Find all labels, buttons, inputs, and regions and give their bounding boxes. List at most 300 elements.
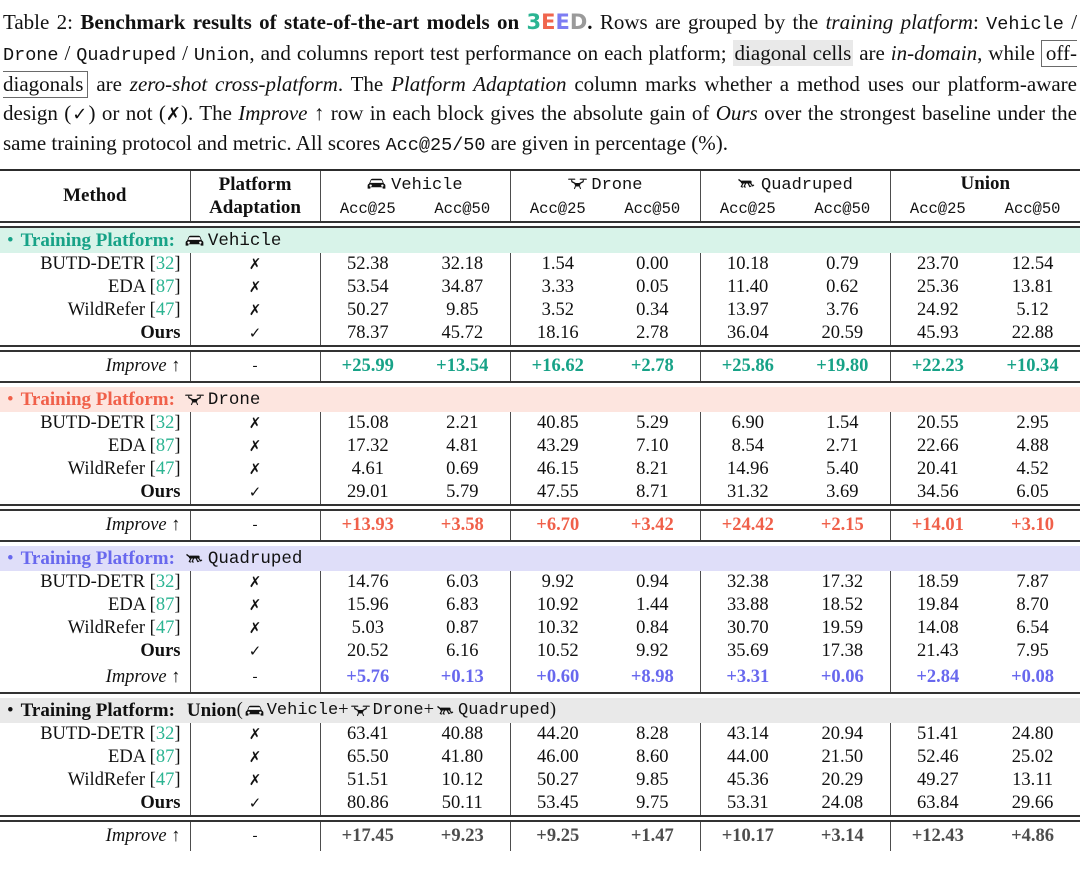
score-cell: 3.33 [541, 277, 574, 297]
score-cell: 33.88 [726, 595, 769, 615]
score-cell: 17.32 [346, 436, 389, 456]
method-cell [0, 435, 190, 458]
improve-value-cell: +3.10 [1011, 515, 1055, 535]
cite-bracket: [ [145, 618, 156, 638]
score-cell: 20.94 [795, 723, 890, 746]
improve-value-cell: +0.06 [795, 663, 890, 693]
score-cell: 34.87 [415, 276, 510, 299]
cite-bracket: ] [174, 747, 181, 767]
table-caption: Table 2: Benchmark results of state-of-the-art models on 3EED. Rows are grouped by the training platform: Vehicle / Drone / Quadruped / Union, and columns report test performance on each platform; diagonal cells are in-domain, while off-diagonals are zero-shot cross-platform. The Platform Adaptation column marks whether a method uses our platform-aware design (✓) or not (✗). The Improve ↑ row in each block gives the absolute gain of Ours over the strongest baseline under the same training protocol and metric. All scores Acc@25/50 are given in percentage (%). [3, 10, 1078, 156]
method-name: EDA [108, 436, 146, 456]
improve-label-cell: Improve ↑ [0, 351, 190, 382]
band-suffix-text: ) [549, 700, 557, 720]
improve-value-cell: +22.23 [911, 356, 964, 376]
method-name: EDA [108, 595, 146, 615]
data-row-vehicle-ours [0, 322, 1080, 346]
band-suffix-text: + [423, 700, 435, 720]
score-cell: 30.70 [726, 618, 769, 638]
cite-bracket: ] [174, 413, 181, 433]
training-platform-band-drone [0, 387, 1080, 412]
table-header [0, 170, 1080, 227]
cite-bracket: [ [145, 277, 156, 297]
method-cell [0, 322, 190, 346]
improve-value-cell: +3.14 [795, 821, 890, 851]
method-name: WildRefer [67, 300, 146, 320]
improve-value-cell: +16.62 [531, 356, 584, 376]
score-cell: 32.18 [415, 253, 510, 276]
improve-dash-cell: - [190, 821, 320, 851]
improve-value-cell: +5.76 [346, 667, 390, 687]
adaptation-column-header [190, 170, 320, 222]
score-cell: 45.72 [415, 322, 510, 346]
cite-bracket: ] [174, 724, 181, 744]
score-cell: 1.54 [795, 412, 890, 435]
band-content-vehicle [0, 230, 1080, 252]
cite-bracket: ] [174, 618, 181, 638]
improve-value-cell: +24.42 [721, 515, 774, 535]
citation-number: 32 [155, 572, 175, 592]
score-cell: 5.12 [1016, 300, 1049, 320]
citation-number: 87 [155, 747, 175, 767]
score-cell: 50.27 [346, 300, 389, 320]
acc25-header-quadruped: Acc@25 [719, 200, 776, 218]
quadruped-icon [185, 552, 204, 566]
score-cell: 6.83 [415, 594, 510, 617]
score-cell: 17.38 [795, 640, 890, 663]
score-cell: 9.85 [415, 299, 510, 322]
improve-value-cell: +2.15 [795, 510, 890, 541]
score-cell: 24.92 [916, 300, 959, 320]
score-cell: 50.27 [536, 770, 579, 790]
method-name: EDA [108, 277, 146, 297]
method-name: BUTD-DETR [40, 572, 146, 592]
band-bullet: • [7, 229, 14, 251]
score-cell: 20.29 [795, 769, 890, 792]
adaptation-cross: ✗ [190, 299, 320, 322]
score-cell: 13.81 [1011, 277, 1054, 297]
method-cell [0, 299, 190, 322]
data-row-quadruped-wildrefer [0, 617, 1080, 640]
score-cell: 35.69 [726, 641, 769, 661]
score-cell: 20.41 [916, 459, 959, 479]
score-cell: 2.21 [415, 412, 510, 435]
citation-number: 32 [155, 724, 175, 744]
improve-dash-cell: - [190, 351, 320, 382]
score-cell: 8.28 [605, 723, 700, 746]
score-cell: 44.00 [726, 747, 769, 767]
score-cell: 25.36 [916, 277, 959, 297]
band-suffix-text: Quadruped [458, 701, 550, 720]
method-name: Ours [140, 641, 181, 661]
improve-value-cell: +25.86 [721, 356, 774, 376]
band-content-union [0, 700, 1080, 722]
score-cell: 7.10 [605, 435, 700, 458]
method-cell [0, 769, 190, 792]
quadruped-icon [737, 177, 756, 191]
data-row-union-wildrefer [0, 769, 1080, 792]
score-cell: 22.66 [916, 436, 959, 456]
citation-number: 47 [155, 770, 175, 790]
band-suffix-text: + [338, 700, 349, 720]
acc50-header-vehicle: Acc@50 [415, 197, 510, 222]
cite-bracket: [ [145, 300, 156, 320]
cite-bracket: [ [145, 459, 156, 479]
cite-bracket: ] [174, 277, 181, 297]
adaptation-cross: ✗ [190, 276, 320, 299]
band-bullet: • [7, 699, 14, 721]
adaptation-check: ✓ [190, 481, 320, 505]
car-icon [367, 177, 386, 191]
score-cell: 63.41 [346, 724, 389, 744]
citation-number: 87 [155, 277, 175, 297]
method-name: WildRefer [67, 459, 146, 479]
citation-number: 87 [155, 595, 175, 615]
method-cell [0, 594, 190, 617]
score-cell: 15.08 [346, 413, 389, 433]
improve-label-cell: Improve ↑ [0, 510, 190, 541]
method-column-header: Method [0, 170, 190, 222]
improve-value-cell: +19.80 [795, 351, 890, 382]
data-row-quadruped-butd-detr [0, 571, 1080, 594]
score-cell: 24.08 [795, 792, 890, 816]
group-name-union: Union [960, 173, 1011, 194]
score-cell: 5.03 [351, 618, 384, 638]
band-bullet: • [7, 388, 14, 410]
score-cell: 51.41 [916, 724, 959, 744]
method-name: Ours [140, 323, 181, 343]
score-cell: 52.38 [346, 254, 389, 274]
cite-bracket: ] [174, 595, 181, 615]
adaptation-line1: Platform [218, 174, 292, 195]
benchmark-table [0, 169, 1080, 851]
data-row-vehicle-eda [0, 276, 1080, 299]
score-cell: 0.87 [415, 617, 510, 640]
improve-value-cell: +13.54 [415, 351, 510, 382]
score-cell: 34.56 [916, 482, 959, 502]
improve-value-cell: +25.99 [341, 356, 394, 376]
score-cell: 53.31 [726, 793, 769, 813]
drone-icon [351, 704, 370, 718]
data-row-quadruped-ours [0, 640, 1080, 663]
band-platform-name: Quadruped [207, 548, 303, 569]
improve-value-cell: +9.23 [415, 821, 510, 851]
method-name: WildRefer [67, 618, 146, 638]
score-cell: 4.52 [1016, 459, 1049, 479]
adaptation-cross: ✗ [190, 723, 320, 746]
score-cell: 8.60 [605, 746, 700, 769]
data-row-vehicle-wildrefer [0, 299, 1080, 322]
adaptation-cross: ✗ [190, 571, 320, 594]
group-header-drone [510, 170, 700, 197]
score-cell: 40.85 [536, 413, 579, 433]
score-cell: 80.86 [346, 793, 389, 813]
band-cell-vehicle [0, 227, 1080, 253]
band-label: Training Platform: [20, 388, 175, 410]
acc50-header-drone: Acc@50 [605, 197, 700, 222]
improve-value-cell: +10.34 [1006, 356, 1059, 376]
score-cell: 1.54 [541, 254, 574, 274]
band-suffix-text: Drone [372, 701, 424, 720]
score-cell: 8.21 [605, 458, 700, 481]
training-platform-band-vehicle [0, 227, 1080, 253]
improve-value-cell: +3.42 [605, 510, 700, 541]
cite-bracket: ] [174, 770, 181, 790]
improve-value-cell: +9.25 [536, 826, 580, 846]
method-cell [0, 276, 190, 299]
score-cell: 29.66 [1011, 793, 1054, 813]
method-cell [0, 253, 190, 276]
score-cell: 6.54 [1016, 618, 1049, 638]
improve-value-cell: +8.98 [605, 663, 700, 693]
citation-number: 47 [155, 618, 175, 638]
citation-number: 32 [155, 254, 175, 274]
band-content-drone [0, 389, 1080, 411]
score-cell: 11.40 [727, 277, 769, 297]
method-name: BUTD-DETR [40, 413, 146, 433]
data-row-union-ours [0, 792, 1080, 816]
citation-number: 47 [155, 459, 175, 479]
citation-number: 32 [155, 413, 175, 433]
acc25-header-drone: Acc@25 [529, 200, 586, 218]
score-cell: 63.84 [916, 793, 959, 813]
data-row-drone-ours [0, 481, 1080, 505]
score-cell: 10.12 [415, 769, 510, 792]
band-suffix-text: Vehicle [266, 701, 339, 720]
score-cell: 5.29 [605, 412, 700, 435]
score-cell: 53.45 [536, 793, 579, 813]
improve-value-cell: +0.60 [536, 667, 580, 687]
acc50-header-union: Acc@50 [1004, 200, 1061, 218]
method-name: Ours [140, 482, 181, 502]
data-row-drone-wildrefer [0, 458, 1080, 481]
method-cell [0, 571, 190, 594]
score-cell: 0.79 [795, 253, 890, 276]
score-cell: 3.69 [795, 481, 890, 505]
score-cell: 5.40 [795, 458, 890, 481]
score-cell: 3.76 [795, 299, 890, 322]
adaptation-line2: Adaptation [209, 197, 301, 218]
improve-value-cell: +12.43 [911, 826, 964, 846]
adaptation-cross: ✗ [190, 769, 320, 792]
adaptation-cross: ✗ [190, 594, 320, 617]
score-cell: 41.80 [415, 746, 510, 769]
acc25-header-union: Acc@25 [909, 200, 966, 218]
score-cell: 19.84 [916, 595, 959, 615]
score-cell: 0.94 [605, 571, 700, 594]
data-row-vehicle-butd-detr [0, 253, 1080, 276]
score-cell: 4.88 [1016, 436, 1049, 456]
acc50-header-quadruped: Acc@50 [795, 197, 890, 222]
improve-value-cell: +4.86 [1011, 826, 1055, 846]
improve-row-drone [0, 510, 1080, 541]
improve-row-vehicle [0, 351, 1080, 382]
group-name-vehicle: Vehicle [391, 176, 463, 195]
score-cell: 10.92 [536, 595, 579, 615]
score-cell: 6.03 [415, 571, 510, 594]
score-cell: 45.93 [916, 323, 959, 343]
score-cell: 78.37 [346, 323, 389, 343]
score-cell: 6.16 [415, 640, 510, 663]
group-header-quadruped [700, 170, 890, 197]
method-name: WildRefer [67, 770, 146, 790]
score-cell: 8.70 [1016, 595, 1049, 615]
score-cell: 5.79 [415, 481, 510, 505]
score-cell: 45.36 [726, 770, 769, 790]
improve-label-cell: Improve ↑ [0, 663, 190, 693]
method-cell [0, 458, 190, 481]
improve-value-cell: +10.17 [721, 826, 774, 846]
adaptation-cross: ✗ [190, 458, 320, 481]
score-cell: 14.08 [916, 618, 959, 638]
score-cell: 15.96 [346, 595, 389, 615]
method-cell [0, 640, 190, 663]
score-cell: 10.18 [726, 254, 769, 274]
score-cell: 52.46 [916, 747, 959, 767]
improve-value-cell: +13.93 [341, 515, 394, 535]
score-cell: 4.81 [415, 435, 510, 458]
cite-bracket: ] [174, 572, 181, 592]
score-cell: 12.54 [1011, 254, 1054, 274]
improve-row-union [0, 821, 1080, 851]
score-cell: 18.52 [795, 594, 890, 617]
score-cell: 40.88 [415, 723, 510, 746]
band-cell-quadruped [0, 546, 1080, 571]
score-cell: 13.11 [1012, 770, 1054, 790]
score-cell: 9.85 [605, 769, 700, 792]
score-cell: 1.44 [605, 594, 700, 617]
improve-row-quadruped [0, 663, 1080, 693]
score-cell: 43.29 [536, 436, 579, 456]
band-platform-name: Drone [207, 389, 261, 410]
score-cell: 14.96 [726, 459, 769, 479]
score-cell: 20.52 [346, 641, 389, 661]
improve-value-cell: +0.13 [415, 663, 510, 693]
method-cell [0, 481, 190, 505]
score-cell: 0.00 [605, 253, 700, 276]
score-cell: 7.87 [1016, 572, 1049, 592]
score-cell: 24.80 [1011, 724, 1054, 744]
adaptation-cross: ✗ [190, 746, 320, 769]
band-cell-drone [0, 387, 1080, 412]
score-cell: 2.71 [795, 435, 890, 458]
score-cell: 10.52 [536, 641, 579, 661]
method-name: EDA [108, 747, 146, 767]
score-cell: 0.34 [605, 299, 700, 322]
method-name: Ours [140, 793, 181, 813]
band-platform-name: Union [186, 699, 237, 721]
group-name-quadruped: Quadruped [761, 176, 853, 195]
score-cell: 4.61 [351, 459, 384, 479]
cite-bracket: [ [145, 724, 156, 744]
car-icon [245, 704, 264, 718]
score-cell: 46.15 [536, 459, 579, 479]
score-cell: 10.32 [536, 618, 579, 638]
cite-bracket: [ [145, 436, 156, 456]
score-cell: 53.54 [346, 277, 389, 297]
band-content-quadruped [0, 548, 1080, 570]
improve-value-cell: +17.45 [341, 826, 394, 846]
score-cell: 51.51 [346, 770, 389, 790]
group-name-drone: Drone [591, 176, 643, 195]
score-cell: 36.04 [726, 323, 769, 343]
cite-bracket: ] [174, 436, 181, 456]
cite-bracket: [ [145, 413, 156, 433]
score-cell: 9.92 [605, 640, 700, 663]
score-cell: 19.59 [795, 617, 890, 640]
improve-value-cell: +3.58 [415, 510, 510, 541]
method-cell [0, 617, 190, 640]
drone-icon [185, 393, 204, 407]
data-row-drone-butd-detr [0, 412, 1080, 435]
cite-bracket: [ [145, 572, 156, 592]
score-cell: 0.84 [605, 617, 700, 640]
citation-number: 87 [155, 436, 175, 456]
training-platform-band-union [0, 698, 1080, 723]
improve-value-cell: +14.01 [911, 515, 964, 535]
score-cell: 8.71 [605, 481, 700, 505]
score-cell: 29.01 [346, 482, 389, 502]
score-cell: 20.55 [916, 413, 959, 433]
method-cell [0, 412, 190, 435]
car-icon [185, 234, 204, 248]
score-cell: 18.16 [536, 323, 579, 343]
score-cell: 50.11 [415, 792, 510, 816]
band-bullet: • [7, 547, 14, 569]
band-suffix-text: ( [236, 700, 243, 720]
data-row-quadruped-eda [0, 594, 1080, 617]
score-cell: 18.59 [916, 572, 959, 592]
cite-bracket: ] [174, 300, 181, 320]
adaptation-cross: ✗ [190, 435, 320, 458]
data-row-drone-eda [0, 435, 1080, 458]
improve-value-cell: +0.08 [1011, 667, 1055, 687]
score-cell: 44.20 [536, 724, 579, 744]
score-cell: 2.78 [605, 322, 700, 346]
score-cell: 8.54 [731, 436, 764, 456]
drone-icon [568, 177, 587, 191]
adaptation-cross: ✗ [190, 412, 320, 435]
score-cell: 46.00 [536, 747, 579, 767]
improve-label-cell: Improve ↑ [0, 821, 190, 851]
score-cell: 0.62 [795, 276, 890, 299]
acc25-header-vehicle: Acc@25 [339, 200, 396, 218]
score-cell: 32.38 [726, 572, 769, 592]
score-cell: 9.92 [541, 572, 574, 592]
training-platform-band-quadruped [0, 546, 1080, 571]
group-header-union [890, 170, 1080, 197]
method-cell [0, 723, 190, 746]
improve-value-cell: +3.31 [726, 667, 770, 687]
score-cell: 47.55 [536, 482, 579, 502]
cite-bracket: [ [145, 254, 156, 274]
score-cell: 0.05 [605, 276, 700, 299]
score-cell: 31.32 [726, 482, 769, 502]
score-cell: 2.95 [1016, 413, 1049, 433]
score-cell: 13.97 [726, 300, 769, 320]
adaptation-check: ✓ [190, 792, 320, 816]
method-name: BUTD-DETR [40, 254, 146, 274]
improve-value-cell: +6.70 [536, 515, 580, 535]
adaptation-check: ✓ [190, 640, 320, 663]
score-cell: 0.69 [415, 458, 510, 481]
method-name: BUTD-DETR [40, 724, 146, 744]
cite-bracket: [ [145, 770, 156, 790]
cite-bracket: [ [145, 595, 156, 615]
score-cell: 17.32 [795, 571, 890, 594]
band-label: Training Platform: [20, 547, 175, 569]
cite-bracket: ] [174, 254, 181, 274]
band-label: Training Platform: [20, 229, 175, 251]
